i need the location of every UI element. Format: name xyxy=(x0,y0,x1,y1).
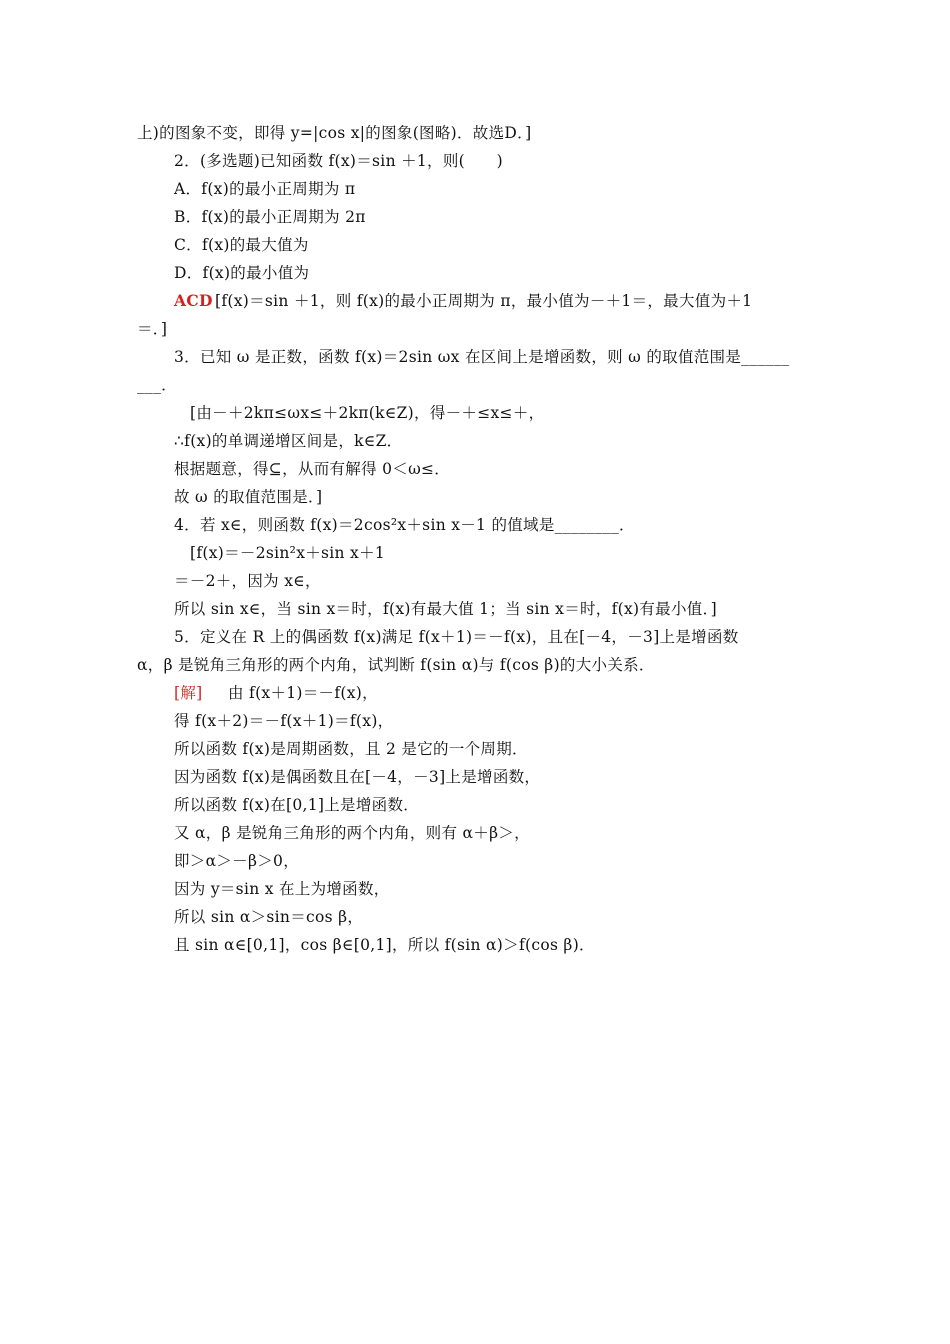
question-3-stem-line-2: ___． xyxy=(137,376,177,394)
question-2-option-a: A．f(x)的最小正周期为 π xyxy=(174,180,356,198)
question-4-stem: 4．若 x∈，则函数 f(x)＝2cos²x＋sin x－1 的值域是________． xyxy=(174,516,635,534)
question-5-solution-line-4: 因为函数 f(x)是偶函数且在[－4，－3]上是增函数， xyxy=(174,768,541,786)
question-4-solution-line-1: [f(x)＝－2sin²x＋sin x＋1 xyxy=(190,544,386,562)
question-4-solution-line-3: 所以 sin x∈，当 sin x＝时，f(x)有最大值 1；当 sin x＝时，f(x)有最小值．] xyxy=(174,600,717,618)
question-2-solution-line-1: [f(x)＝sin ＋1，则 f(x)的最小正周期为 π，最小值为－＋1＝，最大值为＋1 xyxy=(215,292,753,310)
question-2-option-c: C．f(x)的最大值为 xyxy=(174,236,309,254)
question-3-solution-line-3: 根据题意，得⊆，从而有解得 0＜ω≤． xyxy=(174,460,451,478)
question-5-solution-line-10: 且 sin α∈[0,1]，cos β∈[0,1]，所以 f(sin α)＞f(cos β)． xyxy=(174,936,595,954)
question-4-solution-line-2: ＝－2＋，因为 x∈， xyxy=(174,572,321,590)
question-5-solution-label: [解] xyxy=(174,684,203,702)
question-2-option-d: D．f(x)的最小值为 xyxy=(174,264,310,282)
question-5-solution-line-3: 所以函数 f(x)是周期函数，且 2 是它的一个周期． xyxy=(174,740,528,758)
question-3-stem-line-1: 3．已知 ω 是正数，函数 f(x)＝2sin ωx 在区间上是增函数，则 ω 的取值范围是______ xyxy=(174,348,790,366)
question-2-solution-line-2: ＝．] xyxy=(137,320,168,338)
question-5-solution-line-2: 得 f(x＋2)＝－f(x＋1)＝f(x)， xyxy=(174,712,394,730)
question-5-solution-line-9: 所以 sin α＞sin＝cos β， xyxy=(174,908,364,926)
question-3-solution-line-4: 故 ω 的取值范围是．] xyxy=(174,488,323,506)
question-5-stem-line-2: α，β 是锐角三角形的两个内角，试判断 f(sin α)与 f(cos β)的大小关系． xyxy=(137,656,655,674)
question-2-answer-label: ACD xyxy=(174,291,213,310)
question-2-option-b: B．f(x)的最小正周期为 2π xyxy=(174,208,366,226)
question-3-solution-line-2: ∴f(x)的单调递增区间是，k∈Z． xyxy=(174,432,403,450)
question-2-stem: 2．(多选题)已知函数 f(x)＝sin ＋1，则( ) xyxy=(174,152,503,170)
text-line-prev-answer-end: 上)的图象不变，即得 y=|cos x|的图象(图略)．故选D．] xyxy=(137,124,532,142)
question-5-solution-line-5: 所以函数 f(x)在[0,1]上是增函数． xyxy=(174,796,420,814)
question-5-solution-line-7: 即＞α＞－β＞0， xyxy=(174,852,299,870)
question-5-stem-line-1: 5．定义在 R 上的偶函数 f(x)满足 f(x＋1)＝－f(x)，且在[－4，－3]上是增函数 xyxy=(174,628,739,646)
question-5-solution-line-6: 又 α，β 是锐角三角形的两个内角，则有 α＋β＞， xyxy=(174,824,530,842)
question-5-solution-line-1: 由 f(x＋1)＝－f(x)， xyxy=(228,684,378,702)
question-3-solution-line-1: [由－＋2kπ≤ωx≤＋2kπ(k∈Z)，得－＋≤x≤＋， xyxy=(190,404,545,422)
question-5-solution-line-8: 因为 y＝sin x 在上为增函数， xyxy=(174,880,390,898)
